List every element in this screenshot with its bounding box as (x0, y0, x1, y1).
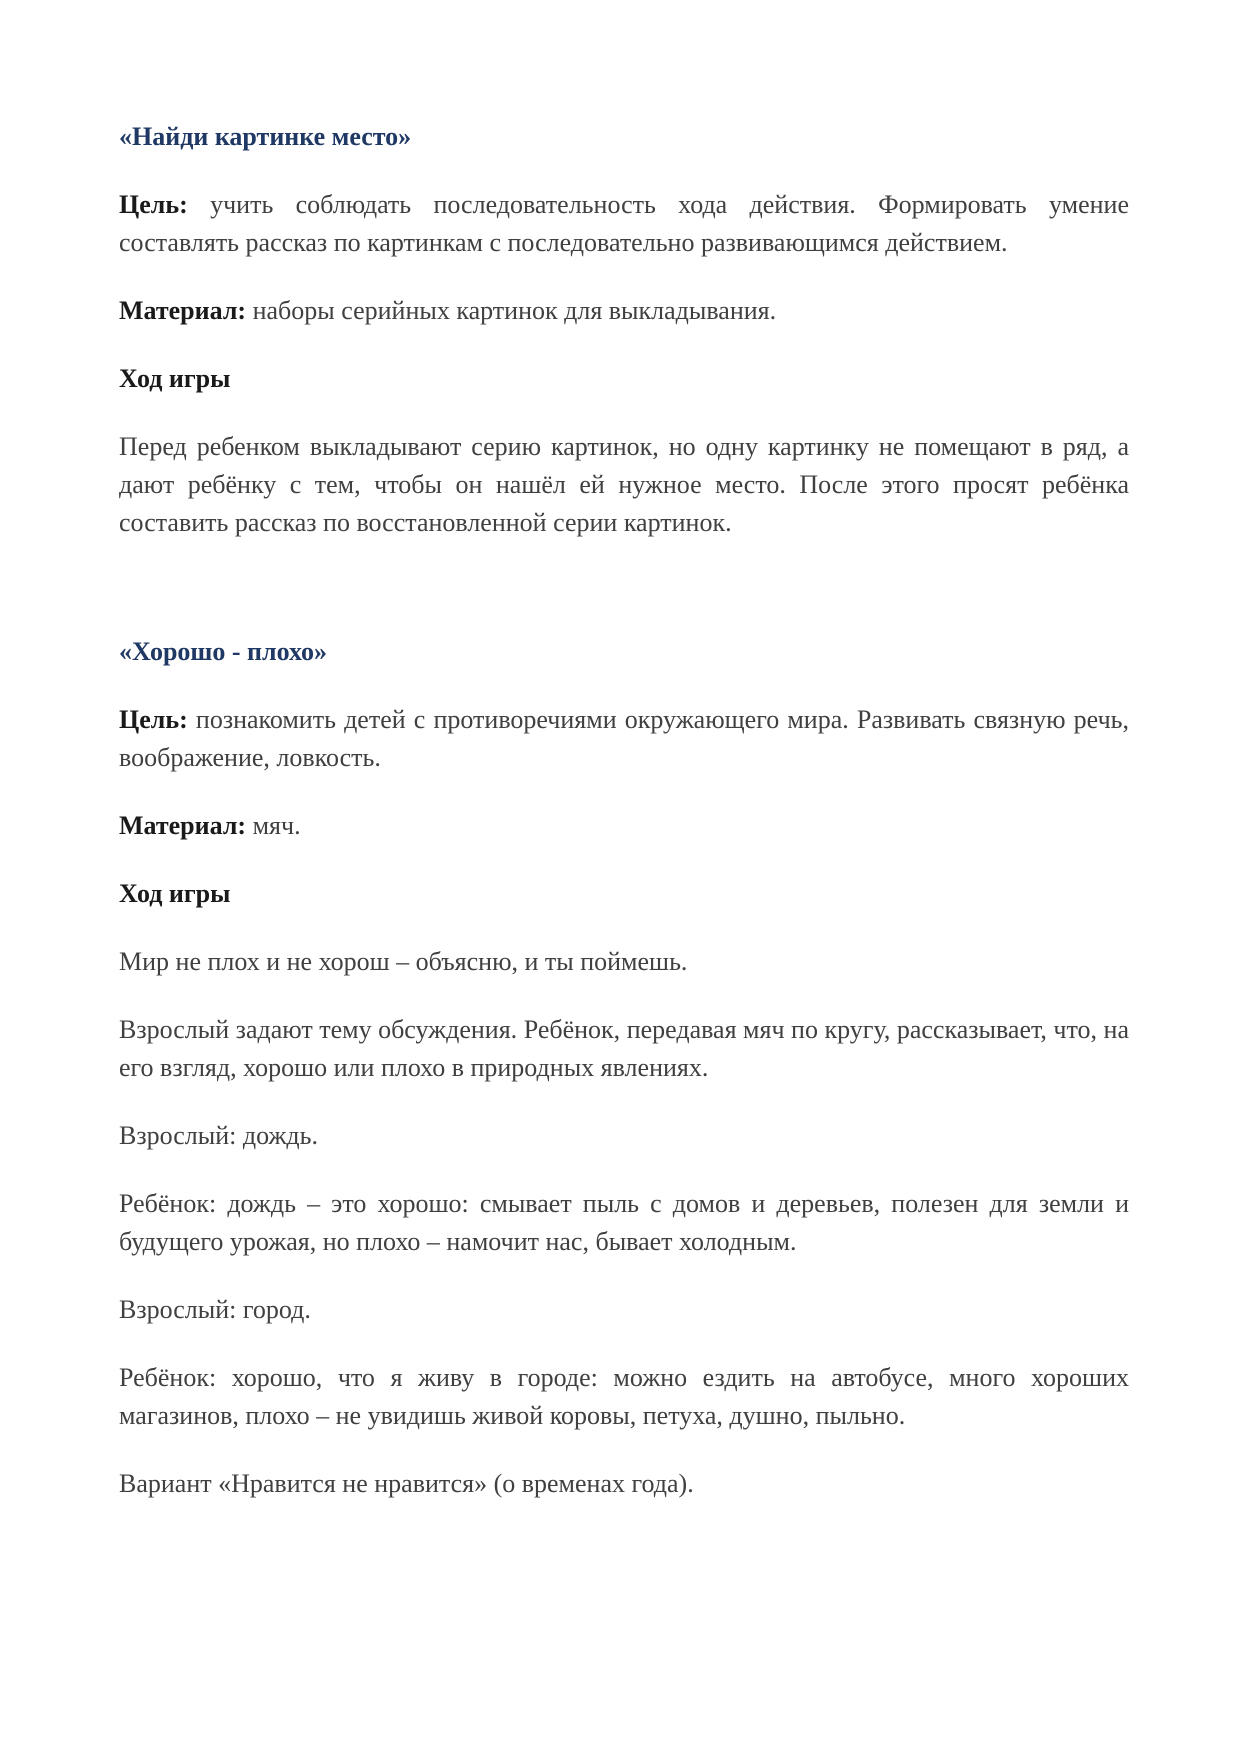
game1-material-text: наборы серийных картинок для выкладывания. (246, 296, 777, 325)
game2-progress-heading: Ход игры (119, 879, 231, 908)
game1-description: Перед ребенком выкладывают серию картинок, но одну картинку не помещают в ряд, а дают ребёнку с тем, чтобы он нашёл ей нужное место. После этого просят ребёнка составить рассказ по восстановленной серии картинок. (119, 432, 1129, 537)
game2-title: «Хорошо - плохо» (119, 637, 327, 666)
game2-paragraph: Ребёнок: хорошо, что я живу в городе: можно ездить на автобусе, много хороших магазинов, плохо – не увидишь живой коровы, петуха, душно, пыльно. (119, 1363, 1129, 1430)
game1-title: «Найди картинке место» (119, 122, 412, 151)
game2-goal-label: Цель: (119, 705, 188, 734)
game1-progress-heading: Ход игры (119, 364, 231, 393)
game2-paragraph: Вариант «Нравится не нравится» (о временах года). (119, 1469, 694, 1498)
game2-paragraph: Ребёнок: дождь – это хорошо: смывает пыль с домов и деревьев, полезен для земли и будущего урожая, но плохо – намочит нас, бывает холодным. (119, 1189, 1129, 1256)
game1-goal (119, 186, 1129, 262)
game2-paragraph: Мир не плох и не хорош – объясню, и ты поймешь. (119, 947, 688, 976)
game2-material (119, 807, 1129, 845)
game2-paragraph: Взрослый: город. (119, 1295, 311, 1324)
game1-goal-text: учить соблюдать последовательность хода действия. Формировать умение составлять рассказ по картинкам с последовательно развивающимся действием. (119, 190, 1129, 257)
game2-material-label: Материал: (119, 811, 247, 840)
game2-goal-text: познакомить детей с противоречиями окружающего мира. Развивать связную речь, воображение, ловкость. (119, 705, 1129, 772)
game1-material-label: Материал: (119, 296, 247, 325)
game2-paragraph: Взрослый задают тему обсуждения. Ребёнок, передавая мяч по кругу, рассказывает, что, на его взгляд, хорошо или плохо в природных явлениях. (119, 1015, 1129, 1082)
game1-material (119, 292, 1129, 330)
game1-goal-label: Цель: (119, 190, 188, 219)
document-page (119, 118, 1129, 1503)
game2-material-text: мяч. (246, 811, 301, 840)
game2-goal (119, 701, 1129, 777)
game2-paragraph: Взрослый: дождь. (119, 1121, 319, 1150)
